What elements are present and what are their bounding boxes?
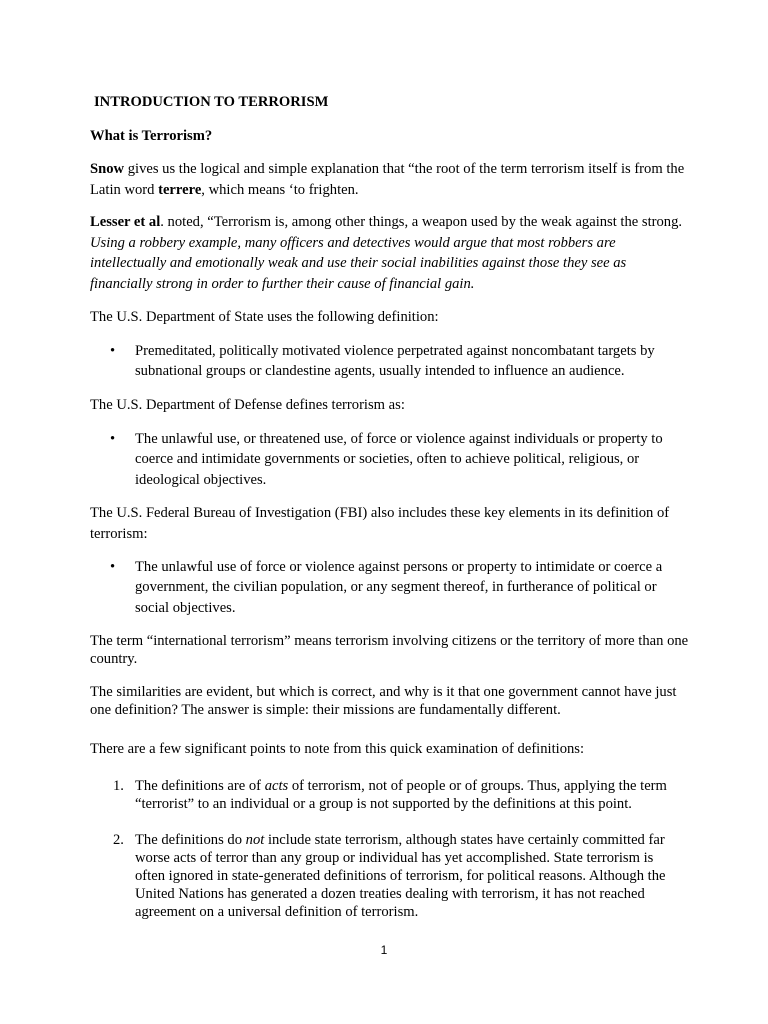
international-terrorism-paragraph: The term “international terrorism” means terrorism involving citizens or the territory of more than one country. bbox=[90, 633, 689, 667]
defense-definition: The unlawful use, or threatened use, of force or violence against individuals or property to coerce and intimidate governments or societies, often to achieve political, religious, or ideological objectives. bbox=[135, 431, 663, 488]
term-terrere: terrere bbox=[158, 181, 202, 198]
paragraph-lesser: Lesser et al. noted, “Terrorism is, among other things, a weapon used by the weak against the strong. Using a robbery example, many officers and detectives would argue that most robbers are intellectually and emotionally weak and use their social inabilities against those they see as financially strong in order to further their cause of financial gain. bbox=[90, 214, 683, 292]
points-intro: There are a few significant points to note from this quick examination of definitions: bbox=[90, 741, 585, 757]
author-lesser: Lesser et al bbox=[90, 214, 161, 230]
list-number: 1. bbox=[113, 778, 124, 794]
fbi-definition: The unlawful use of force or violence against persons or property to intimidate or coerce a government, the civilian population, or any segment thereof, in furtherance of political or social objectives. bbox=[135, 559, 663, 616]
state-definition: Premeditated, politically motivated violence perpetrated against noncombatant targets by subnational groups or clandestine agents, usually intended to influence an audience. bbox=[135, 343, 655, 380]
similarities-paragraph: The similarities are evident, but which is correct, and why is it that one government cannot have just one definition? The answer is simple: their missions are fundamentally different. bbox=[90, 684, 677, 718]
bullet-marker: • bbox=[110, 559, 116, 575]
bullet-marker: • bbox=[110, 431, 116, 447]
document-title: INTRODUCTION TO TERRORISM bbox=[94, 94, 329, 110]
list-item: The definitions do not include state terrorism, although states have certainly committed far worse acts of terror than any group or individual has yet accomplished. State terrorism is often ignored in state-generated definitions of terrorism, for political reasons. Although the United Nations has generated a dozen treaties dealing with terrorism, it has not reached agreement on a universal definition of terrorism. bbox=[135, 832, 666, 920]
list-item: The definitions are of acts of terrorism, not of people or of groups. Thus, applying the term “terrorist” to an individual or a group is not supported by the definitions at this point. bbox=[135, 778, 667, 812]
paragraph-snow: Snow gives us the logical and simple explanation that “the root of the term terrorism itself is from the Latin word terrere, which means ‘to frighten. bbox=[90, 161, 685, 198]
list-number: 2. bbox=[113, 832, 124, 848]
defense-intro: The U.S. Department of Defense defines terrorism as: bbox=[90, 397, 405, 413]
bullet-marker: • bbox=[110, 343, 116, 359]
author-snow: Snow bbox=[90, 161, 125, 177]
section-heading: What is Terrorism? bbox=[90, 128, 213, 144]
state-intro: The U.S. Department of State uses the following definition: bbox=[90, 309, 439, 325]
robbery-example: Using a robbery example, many officers and detectives would argue that most robbers are intellectually and emotionally weak and use their social inabilities against those they see as financially strong in order to further their cause of financial gain. bbox=[90, 234, 627, 292]
page-number: 1 bbox=[380, 943, 388, 957]
fbi-intro: The U.S. Federal Bureau of Investigation (FBI) also includes these key elements in its definition of terrorism: bbox=[90, 505, 670, 542]
